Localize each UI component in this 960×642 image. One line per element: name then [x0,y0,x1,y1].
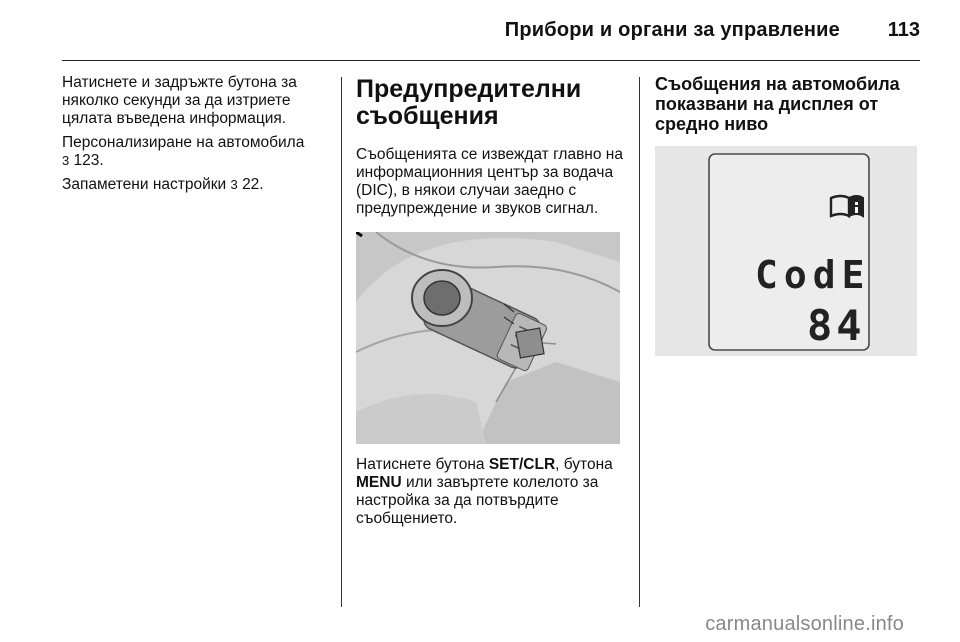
ref-arrow-icon: 3 [230,177,238,192]
personalization-text: Персонализиране на автомобила [62,134,305,151]
page-header [0,0,960,62]
ref-arrow-icon: 3 [62,153,70,168]
paragraph-saved-settings [62,176,330,194]
column-3 [655,74,925,356]
column-divider-right [639,77,640,607]
caption-part-2: , бутона [555,456,613,473]
midlevel-display-illustration [655,146,917,356]
display-code-label: CodE [755,253,871,297]
section-heading-midlevel: Съобщения на автомобила показвани на дисплея от средно ниво [655,74,900,134]
paragraph-personalization [62,134,330,170]
watermark: carmanualsonline.info [705,613,904,635]
personalization-page-ref[interactable]: 123. [73,152,104,169]
column-divider-left [341,77,342,607]
caption-part-1: Натиснете бутона [356,456,485,473]
header-rule [62,60,920,61]
saved-settings-text: Запаметени настройки [62,176,227,193]
paragraph-delete-info: Натиснете и задръжте бутона за няколко секунди за да изтриете цялата въведена информация. [62,74,297,127]
column-2 [356,74,628,534]
display-code-value: 84 [807,301,866,350]
turn-signal-lever-illustration [356,232,620,444]
caption-part-3: или завъртете колелото за настройка за да потвърдите съобщението. [356,474,599,527]
paragraph-button-caption [356,456,628,528]
column-1 [62,74,330,200]
set-clr-button-label: SET/CLR [488,456,556,473]
paragraph-warnings-body: Съобщенията се извеждат главно на информационния център за водача (DIC), в някои случаи заедно с предупреждение и звуков сигнал. [356,146,623,217]
header-title: Прибори и органи за управление [504,19,840,41]
menu-button-label: MENU [356,474,402,491]
saved-settings-page-ref[interactable]: 22. [242,176,264,193]
page-number: 113 [887,19,920,41]
section-heading-warnings: Предупредителни съобщения [356,75,582,130]
